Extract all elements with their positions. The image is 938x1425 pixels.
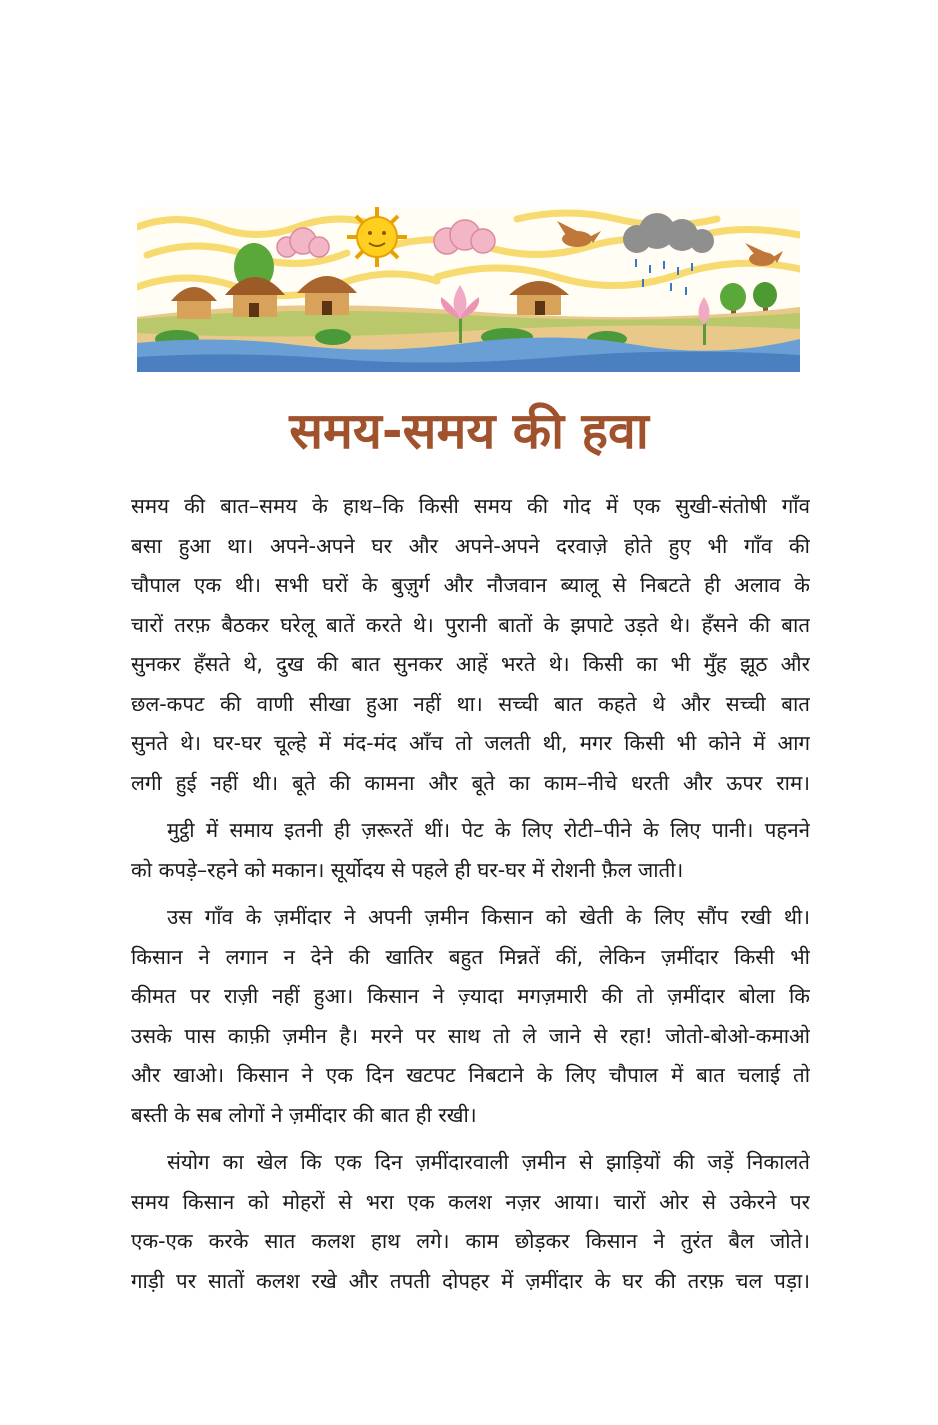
- paragraph: [131, 1143, 810, 1301]
- text-line: एक-एक करके सात कलश हाथ लगे। काम छोड़कर किसान ने तुरंत बैल जोते।: [131, 1229, 810, 1253]
- text-line: लगी हुई नहीं थी। बूते की कामना और बूते का काम–नीचे धरती और ऊपर राम।: [131, 770, 810, 795]
- village-illustration: [137, 207, 800, 372]
- text-line: छल-कपट की वाणी सीखा हुआ नहीं था। सच्ची बात कहते थे और सच्ची बात: [131, 691, 810, 716]
- text-line: समय की बात–समय के हाथ–कि किसी समय की गोद में एक सुखी-संतोषी गाँव: [131, 494, 810, 518]
- paragraph: [131, 811, 810, 890]
- text-line: चौपाल एक थी। सभी घरों के बुज़ुर्ग और नौजवान ब्यालू से निबटते ही अलाव के: [131, 573, 810, 597]
- text-line: उस गाँव के ज़मींदार ने अपनी ज़मीन किसान को खेती के लिए सौंप रखी थी।: [167, 905, 810, 929]
- paragraph: [131, 487, 810, 803]
- sun-icon: [347, 207, 407, 267]
- text-line: सुनकर हँसते थे, दुख की बात सुनकर आहें भरते थे। किसी का भी मुँह झूठ और: [131, 652, 810, 676]
- text-line: और खाओ। किसान ने एक दिन खटपट निबटाने के लिए चौपाल में बात चलाई तो: [131, 1063, 810, 1087]
- text-line: चारों तरफ़ बैठकर घरेलू बातें करते थे। पुरानी बातों के झपाटे उड़ते थे। हँसने की बात: [131, 612, 810, 637]
- paragraph: [131, 898, 810, 1135]
- story-text: [131, 487, 810, 1309]
- text-line: मुट्ठी में समाय इतनी ही ज़रूरतें थीं। पेट के लिए रोटी–पीने के लिए पानी। पहनने: [167, 818, 810, 842]
- text-line: उसके पास काफ़ी ज़मीन है। मरने पर साथ तो ले जाने से रहा! जोतो-बोओ-कमाओ: [131, 1023, 810, 1048]
- text-line: सुनते थे। घर-घर चूल्हे में मंद-मंद आँच तो जलती थी, मगर किसी भी कोने में आग: [131, 731, 810, 755]
- text-line: किसान ने लगान न देने की खातिर बहुत मिन्नतें कीं, लेकिन ज़मींदार किसी भी: [131, 944, 810, 969]
- text-line: संयोग का खेल कि एक दिन ज़मींदारवाली ज़मीन से झाड़ियों की जड़ें निकालते: [167, 1150, 810, 1174]
- text-line: बस्ती के सब लोगों ने ज़मींदार की बात ही रखी।: [131, 1102, 477, 1127]
- text-line: समय किसान को मोहरों से भरा एक कलश नज़र आया। चारों ओर से उकेरने पर: [131, 1189, 810, 1214]
- text-line: कीमत पर राज़ी नहीं हुआ। किसान ने ज़्यादा मगज़मारी की तो ज़मींदार बोला कि: [131, 984, 810, 1008]
- text-line: गाड़ी पर सातों कलश रखे और तपती दोपहर में ज़मींदार के घर की तरफ़ चल पड़ा।: [131, 1268, 810, 1293]
- text-line: को कपड़े–रहने को मकान। सूर्योदय से पहले ही घर-घर में रोशनी फ़ैल जाती।: [131, 857, 684, 882]
- text-line: बसा हुआ था। अपने-अपने घर और अपने-अपने दरवाज़े होते हुए भी गाँव की: [131, 533, 810, 558]
- page-title: समय-समय की हवा: [289, 402, 649, 460]
